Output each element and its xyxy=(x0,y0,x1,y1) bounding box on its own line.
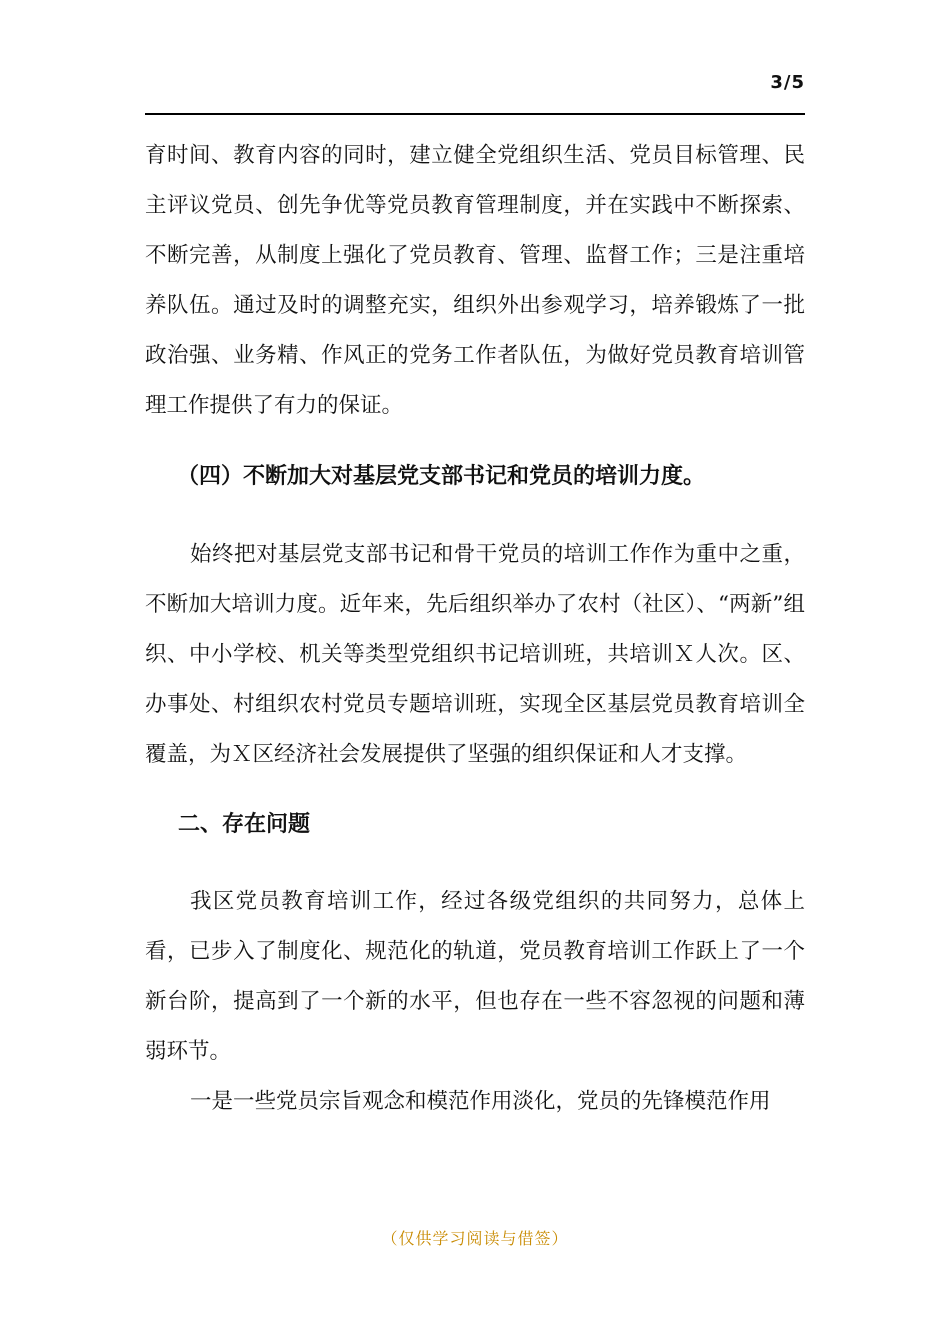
spacer xyxy=(145,431,805,452)
document-body xyxy=(145,131,805,1127)
paragraph-problems-overview: 我区党员教育培训工作，经过各级党组织的共同努力，总体上看，已步入了制度化、规范化的轨道，党员教育培训工作跃上了一个新台阶，提高到了一个新的水平，但也存在一些不容忽视的问题和薄弱环节。 xyxy=(145,889,805,1064)
paragraph-problem-one: 一是一些党员宗旨观念和模范作用淡化，党员的先锋模范作用 xyxy=(190,1089,771,1114)
spacer xyxy=(145,780,805,800)
paragraph-continuation: 育时间、教育内容的同时，建立健全党组织生活、党员目标管理、民主评议党员、创先争优等党员教育管理制度，并在实践中不断探索、不断完善，从制度上强化了党员教育、管理、监督工作；三是注重培养队伍。通过及时的调整充实，组织外出参观学习，培养锻炼了一批政治强、业务精、作风正的党务工作者队伍，为做好党员教育培训管理工作提供了有力的保证。 xyxy=(145,143,805,418)
section-heading-problems: 二、存在问题 xyxy=(178,812,311,837)
spacer xyxy=(145,502,805,530)
page-number: 3/5 xyxy=(770,72,805,93)
header-rule xyxy=(145,113,805,115)
spacer xyxy=(145,850,805,877)
footer-note: （仅供学习阅读与借签） xyxy=(381,1229,569,1248)
paragraph-training-intensity: 始终把对基层党支部书记和骨干党员的培训工作作为重中之重，不断加大培训力度。近年来，先后组织举办了农村（社区）、“两新”组织、中小学校、机关等类型党组织书记培训班，共培训Ｘ人次。区、办事处、村组织农村党员专题培训班，实现全区基层党员教育培训全覆盖，为Ｘ区经济社会发展提供了坚强的组织保证和人才支撑。 xyxy=(145,542,805,767)
subheading-training-intensity: （四）不断加大对基层党支部书记和党员的培训力度。 xyxy=(177,464,706,489)
